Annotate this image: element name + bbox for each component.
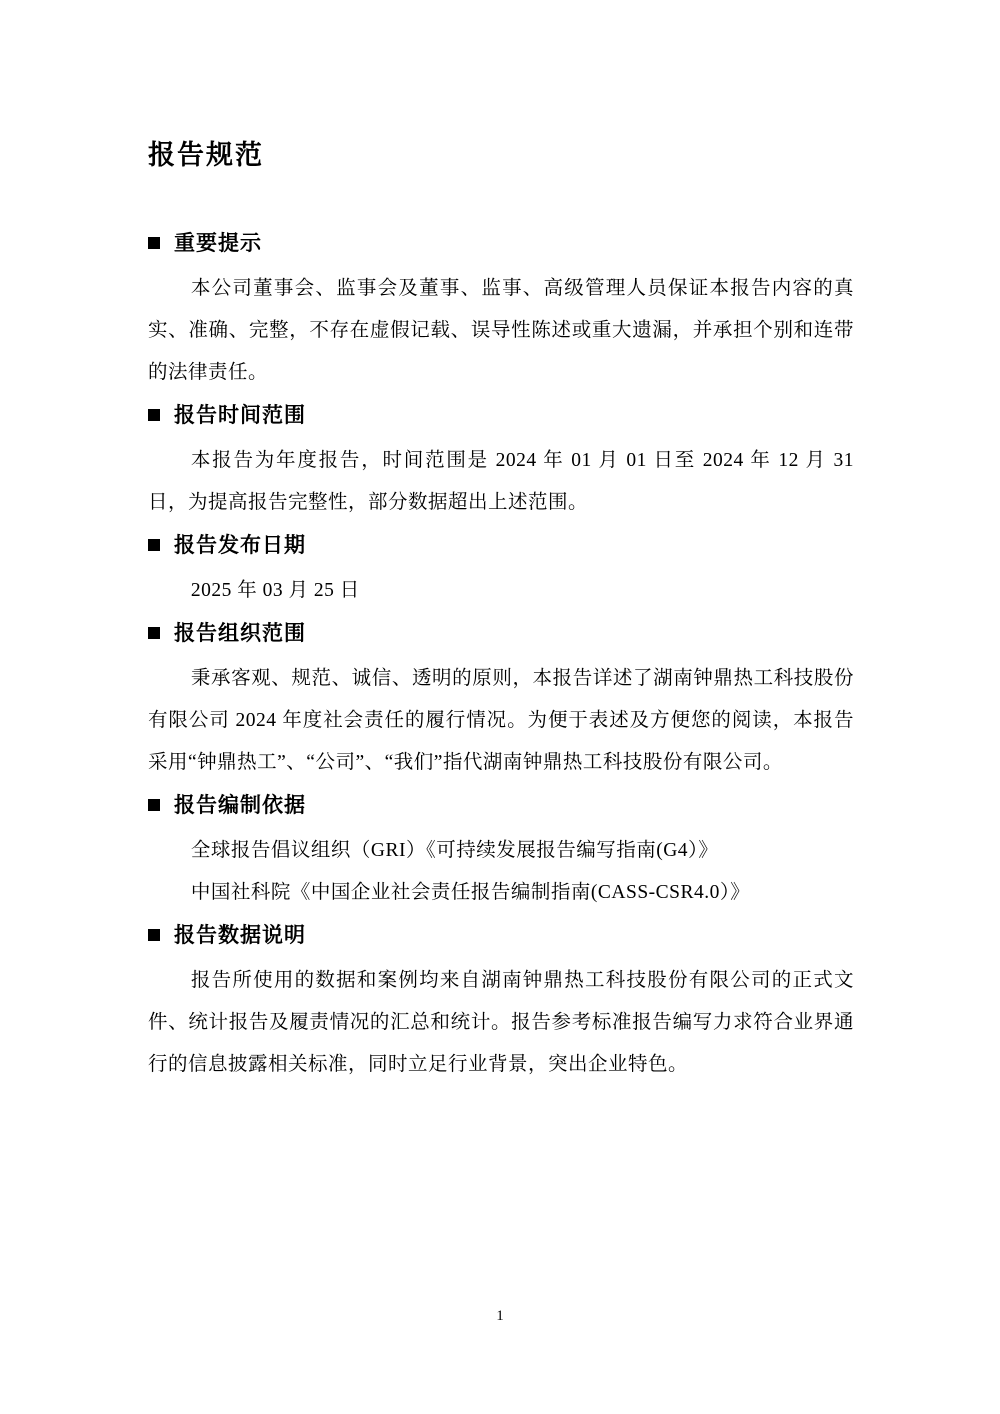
square-bullet-icon xyxy=(148,799,160,811)
section-heading xyxy=(148,532,854,558)
section-report-data-description xyxy=(148,922,854,1086)
section-report-release-date xyxy=(148,532,854,612)
section-heading xyxy=(148,922,854,948)
paragraph: 秉承客观、规范、诚信、透明的原则，本报告详述了湖南钟鼎热工科技股份有限公司 2024 年度社会责任的履行情况。为便于表述及方便您的阅读，本报告采用“钟鼎热工”、“公司”、“我们”指代湖南钟鼎热工科技股份有限公司。 xyxy=(148,668,854,773)
square-bullet-icon xyxy=(148,409,160,421)
square-bullet-icon xyxy=(148,237,160,249)
page-title: 报告规范 xyxy=(148,140,264,170)
basis-item-gri: 全球报告倡议组织（GRI）《可持续发展报告编写指南(G4）》 xyxy=(190,840,719,861)
basis-item-cass-csr: 中国社科院《中国企业社会责任报告编制指南(CASS-CSR4.0）》 xyxy=(190,882,751,903)
section-heading-text: 重要提示 xyxy=(174,231,262,255)
section-heading xyxy=(148,402,854,428)
paragraph: 本公司董事会、监事会及董事、监事、高级管理人员保证本报告内容的真实、准确、完整，不存在虚假记载、误导性陈述或重大遗漏，并承担个别和连带的法律责任。 xyxy=(148,278,854,383)
page-number: 1 xyxy=(496,1308,504,1324)
section-heading xyxy=(148,792,854,818)
square-bullet-icon xyxy=(148,539,160,551)
section-important-notice xyxy=(148,230,854,394)
section-heading xyxy=(148,620,854,646)
section-heading-text: 报告数据说明 xyxy=(174,923,306,947)
section-heading-text: 报告编制依据 xyxy=(174,793,306,817)
section-report-time-range xyxy=(148,402,854,524)
section-report-organization-scope xyxy=(148,620,854,784)
release-date-text: 2025 年 03 月 25 日 xyxy=(190,580,360,601)
section-heading-text: 报告时间范围 xyxy=(174,403,306,427)
section-report-compilation-basis xyxy=(148,792,854,914)
square-bullet-icon xyxy=(148,627,160,639)
paragraph: 本报告为年度报告，时间范围是 2024 年 01 月 01 日至 2024 年 12 月 31 日，为提高报告完整性，部分数据超出上述范围。 xyxy=(148,450,854,513)
section-heading xyxy=(148,230,854,256)
section-heading-text: 报告发布日期 xyxy=(174,533,306,557)
square-bullet-icon xyxy=(148,929,160,941)
paragraph: 报告所使用的数据和案例均来自湖南钟鼎热工科技股份有限公司的正式文件、统计报告及履责情况的汇总和统计。报告参考标准报告编写力求符合业界通行的信息披露相关标准，同时立足行业背景，突出企业特色。 xyxy=(148,970,854,1075)
section-heading-text: 报告组织范围 xyxy=(174,621,306,645)
